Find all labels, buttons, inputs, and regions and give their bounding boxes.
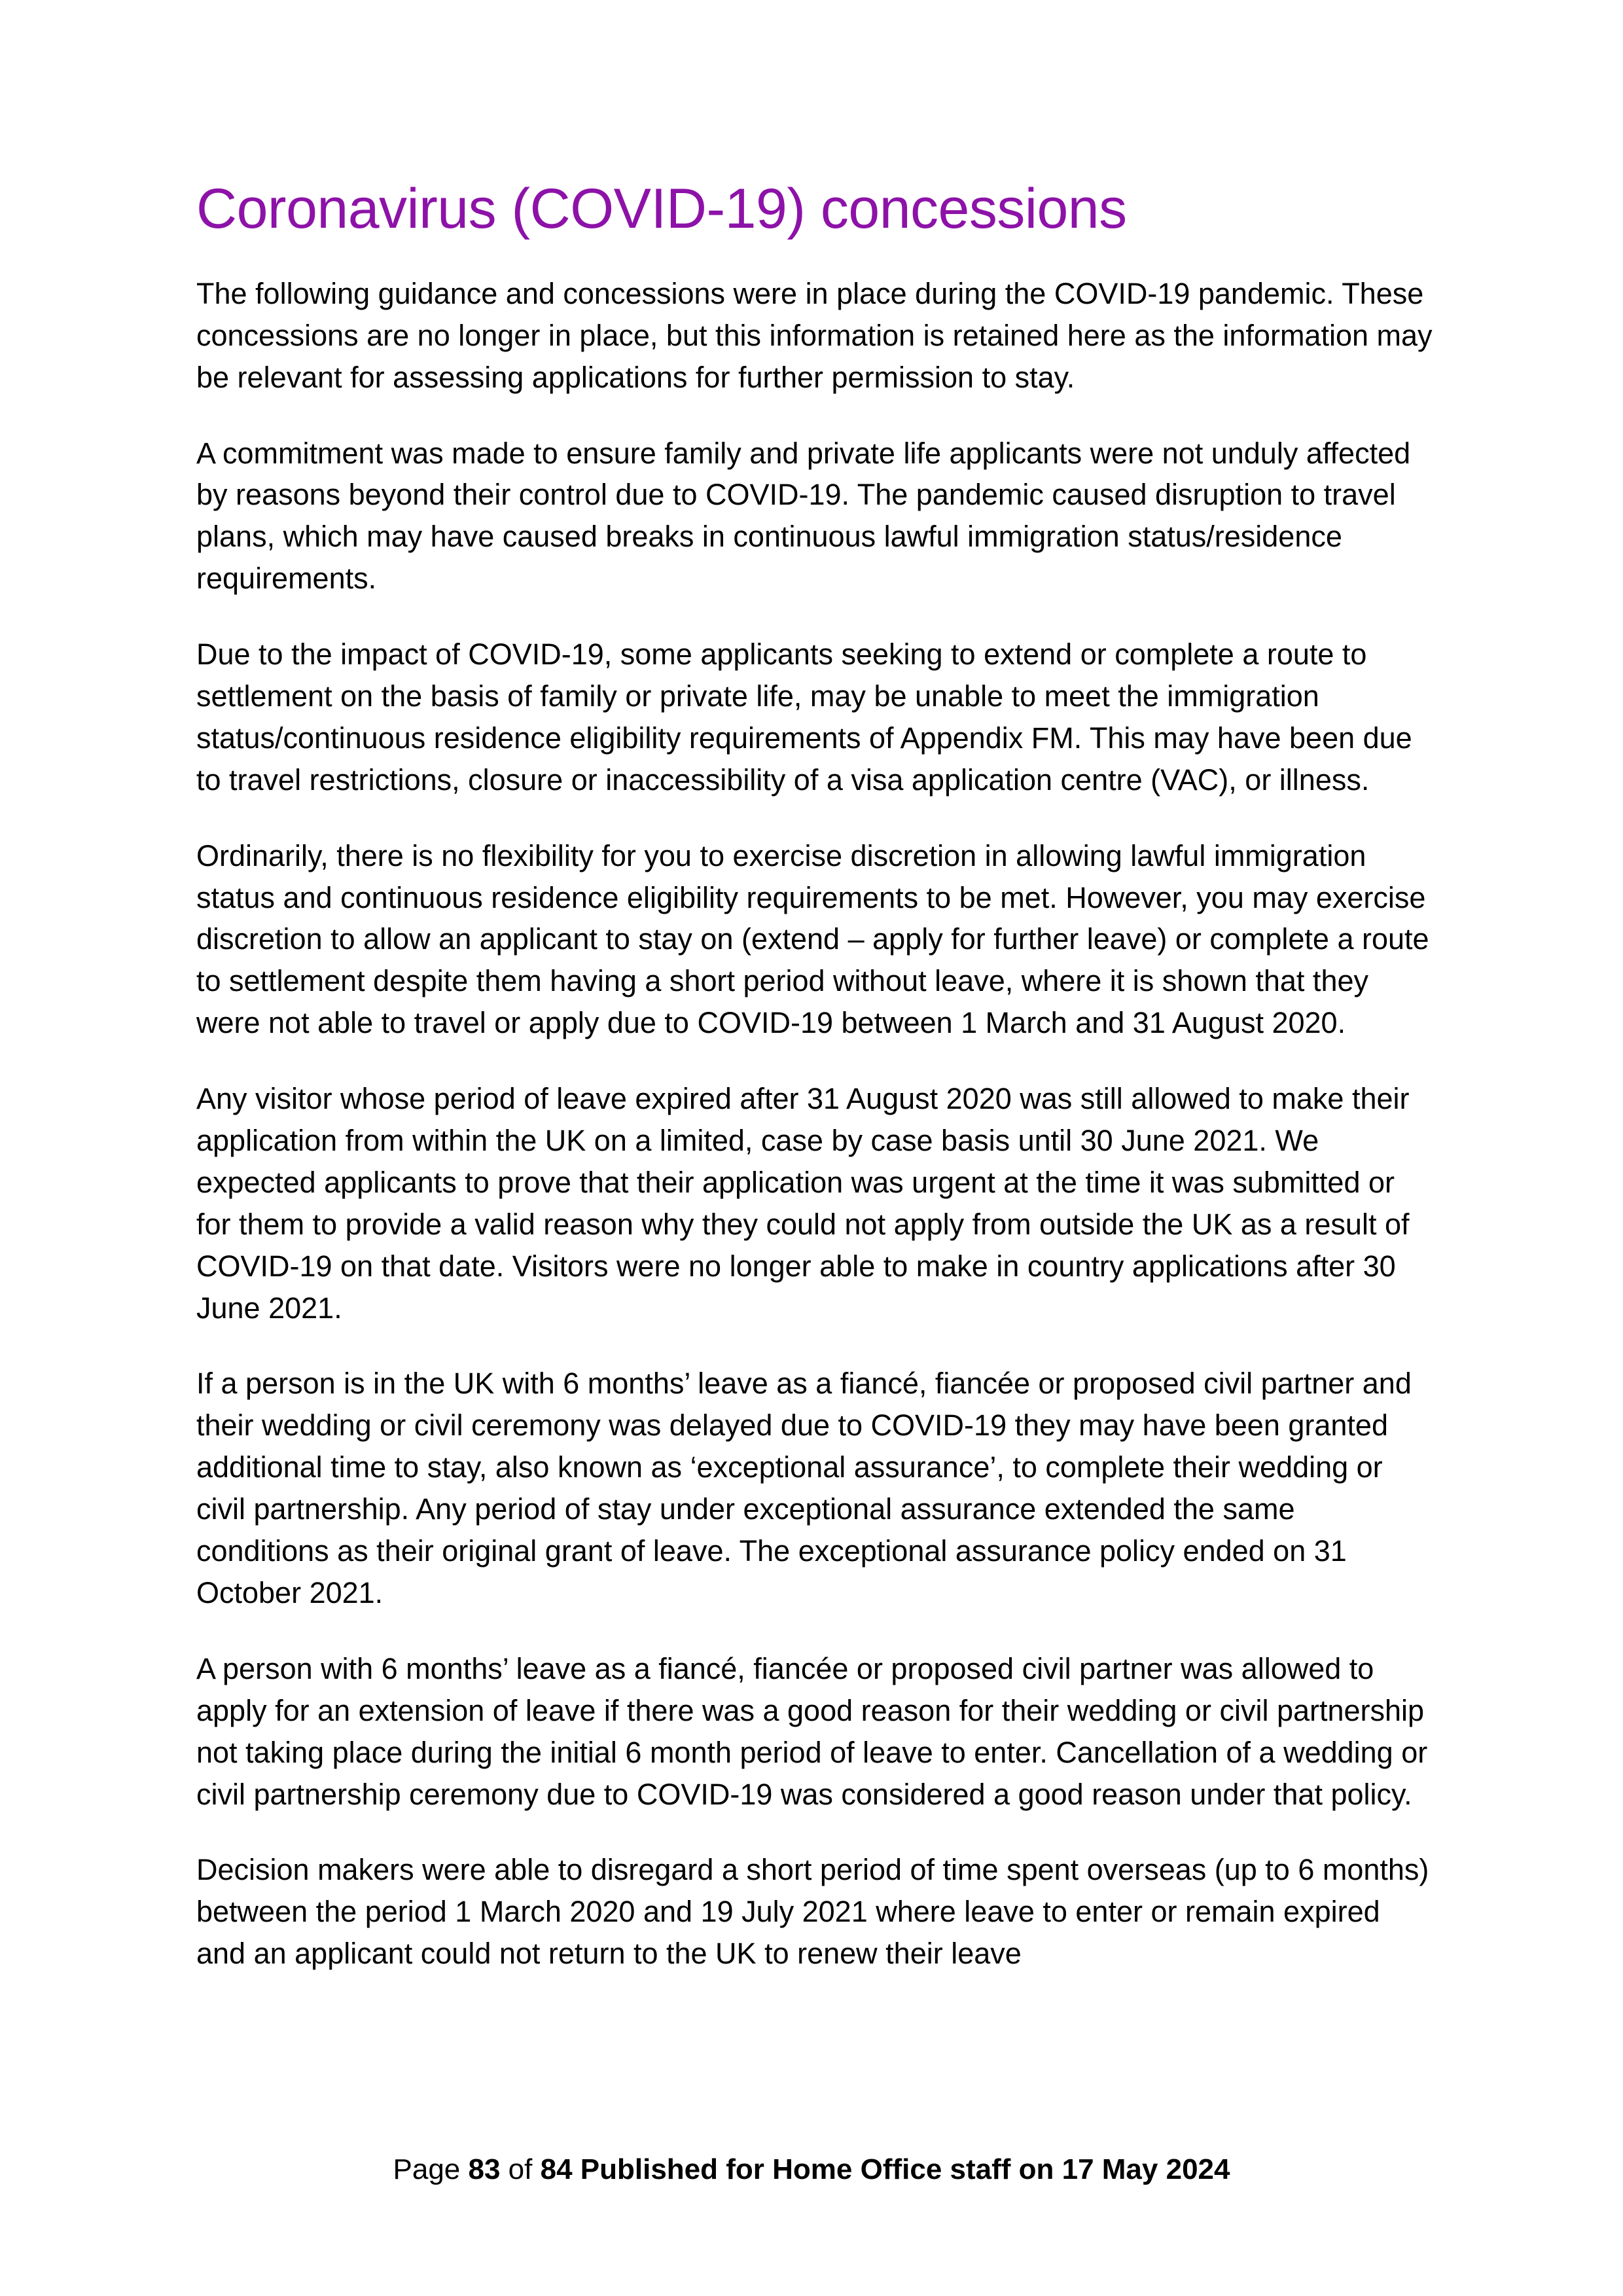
paragraph-8: Decision makers were able to disregard a short period of time spent overseas (up to 6 months) between the period 1 March 2020 and 19 July 2021 where leave to enter or remain expired and an applicant could not return to the UK to renew their leave	[196, 1853, 1429, 1971]
paragraph-6: If a person is in the UK with 6 months’ leave as a fiancé, fiancée or proposed civil partner and their wedding or civil ceremony was delayed due to COVID-19 they may have been granted additional time to stay, also known as ‘exceptional assurance’, to complete their wedding or civil partnership. Any period of stay under exceptional assurance extended the same conditions as their original grant of leave. The exceptional assurance policy ended on 31 October 2021.	[196, 1367, 1412, 1609]
footer-of-text: of	[500, 2153, 541, 2185]
paragraph-2: A commitment was made to ensure family and private life applicants were not unduly affected by reasons beyond their control due to COVID-19. The pandemic caused disruption to travel plans, which may have caused breaks in continuous lawful immigration status/residence requirements.	[196, 436, 1411, 596]
footer-page-number: 83	[468, 2153, 501, 2185]
paragraph-7: A person with 6 months’ leave as a fiancé, fiancée or proposed civil partner was allowed to apply for an extension of leave if there was a good reason for their wedding or civil partnership not taking place during the initial 6 month period of leave to enter. Cancellation of a wedding or civil partnership ceremony due to COVID-19 was considered a good reason under that policy.	[196, 1651, 1428, 1811]
footer-publisher-text: 84 Published for Home Office staff on 17 May 2024	[540, 2153, 1230, 2185]
paragraph-4: Ordinarily, there is no flexibility for you to exercise discretion in allowing lawful immigration status and continuous residence eligibility requirements to be met. However, you may exercise discretion to allow an applicant to stay on (extend – apply for further leave) or complete a route to settlement despite them having a short period without leave, where it is shown that they were not able to travel or apply due to COVID-19 between 1 March and 31 August 2020.	[196, 838, 1429, 1040]
paragraph-1: The following guidance and concessions were in place during the COVID-19 pandemic. These concessions are no longer in place, but this information is retained here as the information may be relevant for assessing applications for further permission to stay.	[196, 276, 1433, 394]
footer-page-prefix: Page	[393, 2153, 469, 2185]
page-title: Coronavirus (COVID-19) concessions	[196, 177, 1127, 240]
paragraph-3: Due to the impact of COVID-19, some applicants seeking to extend or complete a route to settlement on the basis of family or private life, may be unable to meet the immigration status/continuous residence eligibility requirements of Appendix FM. This may have been due to travel restrictions, closure or inaccessibility of a visa application centre (VAC), or illness.	[196, 637, 1412, 797]
paragraph-5: Any visitor whose period of leave expired after 31 August 2020 was still allowed to make their application from within the UK on a limited, case by case basis until 30 June 2021. We expected applicants to prove that their application was urgent at the time it was submitted or for them to provide a valid reason why they could not apply from outside the UK as a result of COVID-19 on that date. Visitors were no longer able to make in country applications after 30 June 2021.	[196, 1082, 1410, 1325]
page-content	[196, 177, 1433, 1975]
page-footer	[0, 2153, 1623, 2186]
